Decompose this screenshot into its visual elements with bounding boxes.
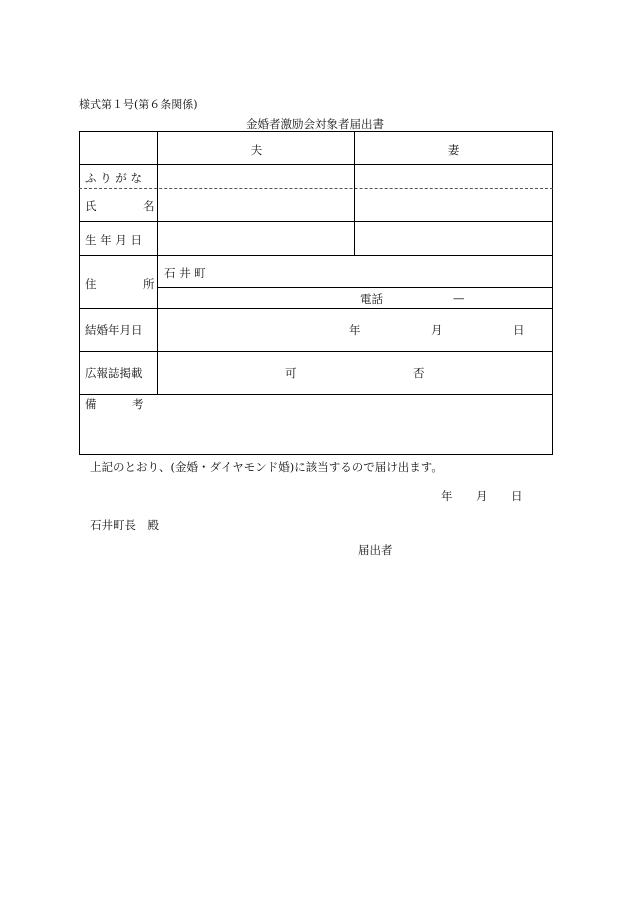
table-border-left <box>79 131 80 455</box>
row-line-wedding <box>79 351 553 352</box>
wife-name-field[interactable] <box>356 189 551 220</box>
wife-birthdate-field[interactable] <box>356 222 551 254</box>
label-column-divider <box>157 131 158 394</box>
submission-year-unit: 年 <box>441 489 453 503</box>
publication-allowed-option[interactable]: 可 <box>285 366 297 380</box>
wife-column-header: 妻 <box>447 143 460 157</box>
row-line-address <box>79 308 553 309</box>
wedding-day-unit: 日 <box>513 323 525 337</box>
publication-label: 広報誌掲載 <box>85 366 143 380</box>
name-label-second-char: 名 <box>143 199 155 213</box>
wedding-month-unit: 月 <box>431 323 443 337</box>
applicant-label: 届出者 <box>358 543 393 557</box>
wedding-date-label: 結婚年月日 <box>85 323 143 337</box>
husband-name-field[interactable] <box>159 189 353 220</box>
phone-separator: — <box>453 291 465 305</box>
row-line-publication <box>79 394 553 395</box>
submission-day-unit: 日 <box>511 489 523 503</box>
declaration-statement: 上記のとおり、(金婚・ダイヤモンド婚)に該当するので届け出ます。 <box>90 460 443 474</box>
furigana-label: ふ り が な <box>85 171 142 185</box>
row-line-address-inner <box>158 287 553 288</box>
remarks-field[interactable] <box>159 413 549 451</box>
address-label-second-char: 所 <box>143 277 155 291</box>
name-label-first-char: 氏 <box>85 199 97 213</box>
husband-column-header: 夫 <box>250 143 263 157</box>
form-number-label: 様式第１号(第６条関係) <box>79 98 198 111</box>
addressee: 石井町長 殿 <box>90 518 159 532</box>
application-table <box>79 131 552 454</box>
row-line-birth <box>79 255 553 256</box>
table-border-right <box>552 131 553 455</box>
remarks-label-second-char: 考 <box>132 397 144 411</box>
wife-furigana-field[interactable] <box>356 165 551 187</box>
birthdate-label: 生 年 月 日 <box>85 233 142 247</box>
husband-furigana-field[interactable] <box>159 165 353 187</box>
document-title: 金婚者激励会対象者届出書 <box>246 117 384 131</box>
wedding-year-unit: 年 <box>349 323 361 337</box>
table-border-bottom <box>79 454 553 455</box>
table-border-top <box>79 131 553 132</box>
address-label-first-char: 住 <box>85 277 97 291</box>
remarks-label-first-char: 備 <box>85 397 97 411</box>
husband-birthdate-field[interactable] <box>159 222 353 254</box>
submission-month-unit: 月 <box>476 489 488 503</box>
town-name: 石 井 町 <box>164 266 206 280</box>
publication-not-allowed-option[interactable]: 否 <box>413 366 425 380</box>
phone-label: 電話 <box>360 292 383 306</box>
